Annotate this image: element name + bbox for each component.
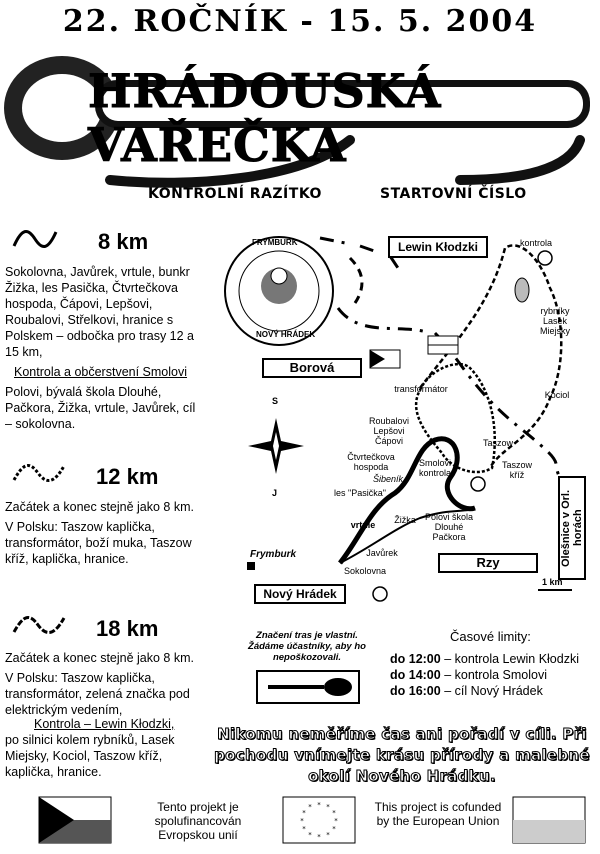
route-wave-dashed-icon (12, 462, 66, 484)
svg-text:*: * (326, 803, 330, 811)
route-12-distance: 12 km (96, 464, 159, 489)
route-8-text-2: Polovi, bývalá škola Dlouhé, Pačkora, Žižka, vrtule, Javůrek, cíl – sokolovna. (5, 385, 196, 431)
czech-flag-icon (38, 796, 112, 844)
map-label-polovi: Polovi škola Dlouhé Pačkora (424, 512, 474, 542)
edition-title: 22. ROČNÍK - 15. 5. 2004 (62, 4, 538, 39)
event-title: HRÁDOUSKÁ VAŘEČKA (88, 64, 442, 172)
limit-row-1: do 12:00 – kontrola Lewin Kłodzki (390, 652, 579, 666)
svg-text:*: * (300, 817, 304, 825)
route-8-checkpoint: Kontrola a občerstvení Smolovi (14, 365, 188, 379)
route-12-text: Začátek a konec stejně jako 8 km. (5, 500, 194, 514)
route-18-checkpoint: Kontrola – Lewin Kłodzki, (34, 717, 175, 731)
polish-flag-icon (512, 796, 586, 844)
map-scale-label: 1 km (542, 577, 563, 587)
route-8-distance: 8 km (98, 229, 149, 254)
route-wave-solid-icon (12, 228, 58, 250)
start-number-label: STARTOVNÍ ČÍSLO (380, 186, 527, 202)
svg-text:*: * (308, 831, 312, 839)
marking-note: Značení tras je vlastní. Žádáme účastníky, aby ho nepoškozovali. (248, 630, 366, 663)
slogan: Nikomu neměříme čas ani pořadí v cíli. Při pochodu vnímejte krásu přírody a malebné okolí Nového Hrádku. (214, 725, 590, 785)
logo-bottom-text: NOVÝ HRÁDEK (256, 330, 316, 339)
map-label-vrtule: vrtule (350, 520, 376, 530)
route-18-text: Začátek a konec stejně jako 8 km. (5, 651, 194, 665)
novy-hradek-box: Nový Hrádek (254, 584, 346, 604)
svg-text:*: * (317, 801, 321, 809)
map-label-ctvrteckova: Čtvrtečkova hospoda (347, 452, 395, 472)
borova-box: Borová (262, 358, 362, 378)
route-8-text: Sokolovna, Javůrek, vrtule, bunkr Žižka, les Pasička, Čtvrtečkova hospoda, Čápovi, Lepšovi, Roubalovi, Střelkovi, hranice s Polskem – odbočka pro trasy 12 a 15 km, (5, 265, 194, 359)
svg-text:*: * (317, 833, 321, 841)
svg-text:*: * (302, 809, 306, 817)
lewin-box: Lewin Kłodzki (388, 236, 488, 258)
limits-title: Časové limity: (450, 629, 531, 644)
map-label-taszow: Taszow (482, 438, 513, 448)
map-label-smolovi: Smolovi kontrola (418, 458, 452, 478)
map-label-frymburk: Frymburk (250, 549, 297, 560)
map-label-sibenik: Šibeník (372, 474, 404, 484)
svg-text:*: * (302, 825, 306, 833)
footer-cz-text: Tento projekt je spolufinancován Evropskou unií (154, 800, 242, 842)
spoon-icon (256, 670, 360, 704)
map-label-taszow-kriz: Taszow kříž (501, 460, 532, 480)
route-18-text-2: V Polsku: Taszow kaplička, transformátor, zelená značka pod elektrickým vedením, (5, 671, 190, 717)
route-18-text-3: po silnici kolem rybníků, Lasek Miejsky, Kociol, Taszow kříž, kaplička, hranice. (5, 733, 175, 779)
map-label-rybniky: rybníky Lasek Miejsky (539, 306, 570, 336)
footer-en-text: This project is cofunded by the European Union (374, 800, 502, 828)
eu-flag-icon (282, 796, 356, 844)
compass-south: J (272, 488, 278, 498)
route-18-distance: 18 km (96, 616, 159, 641)
olesnice-box: Olešnice v Orl. horách (558, 476, 586, 580)
route-12-text-2: V Polsku: Taszow kaplička, transformátor, boží muka, Taszow kříž, kaplička, hranice. (5, 520, 192, 566)
map-label-les-pasicka: les "Pasička" (334, 488, 386, 498)
map-label-kociol: Kociol (544, 390, 570, 400)
rzy-box: Rzy (438, 553, 538, 573)
map-label-roubalovi: Roubalovi Lepšovi Čápovi (368, 416, 410, 446)
compass-north: S (272, 396, 279, 406)
map-label-kontrola: kontrola (519, 238, 553, 248)
limit-row-3: do 16:00 – cíl Nový Hrádek (390, 684, 543, 698)
limit-row-2: do 14:00 – kontrola Smolovi (390, 668, 548, 682)
stamp-label: KONTROLNÍ RAZÍTKO (148, 186, 322, 202)
svg-text:*: * (326, 831, 330, 839)
logo-top-text: FRYMBURK (252, 238, 298, 247)
svg-text:*: * (308, 803, 312, 811)
route-wave-dotted-icon (12, 614, 66, 636)
map-label-sokolovna: Sokolovna (343, 566, 387, 576)
map-label-javurek: Javůrek (366, 548, 398, 558)
svg-text:*: * (334, 817, 338, 825)
svg-text:*: * (332, 825, 336, 833)
map-label-transformator: transformátor (394, 384, 448, 394)
svg-text:*: * (332, 809, 336, 817)
map-label-zizka: Žižka (394, 515, 416, 525)
